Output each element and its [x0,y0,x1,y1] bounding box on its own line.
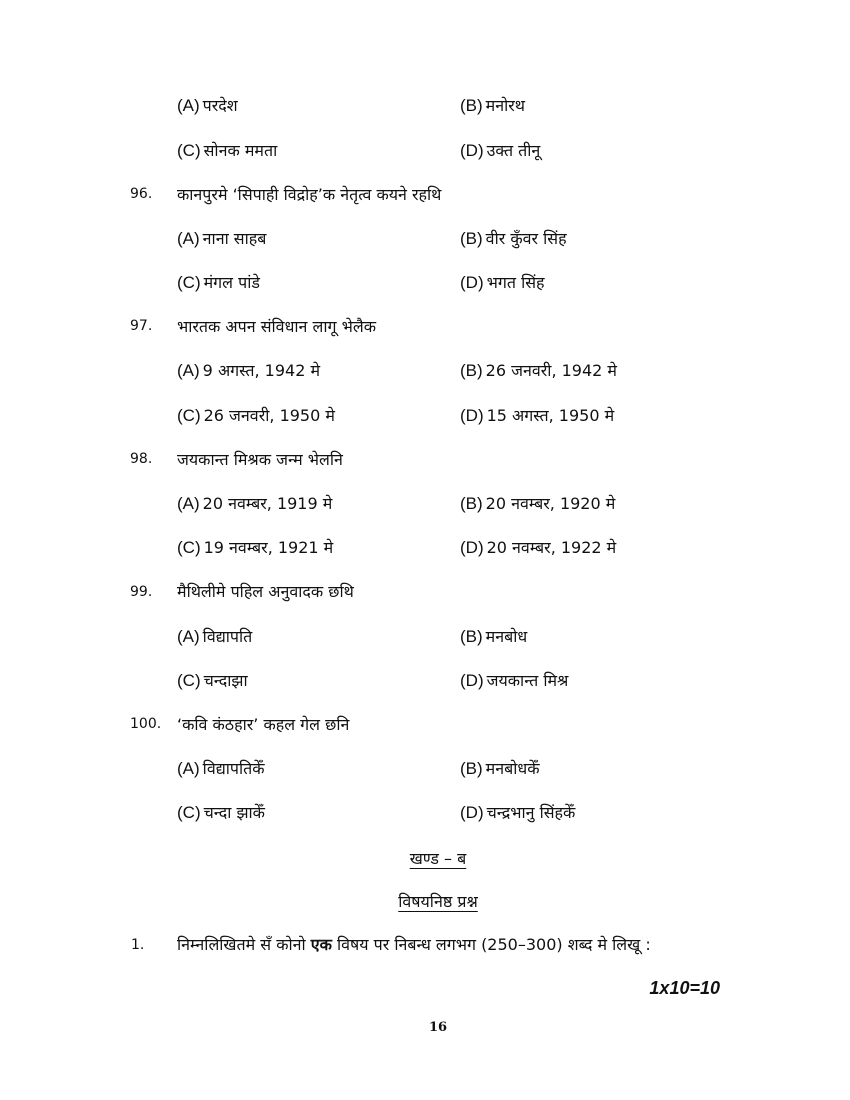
option-text: विद्यापतिकेँ [202,759,265,778]
option-d [460,271,545,293]
option-text: 20 नवम्बर, 1919 मे [202,494,333,513]
option-letter: (B) [460,759,483,778]
option-d [460,801,575,823]
option-text: मंगल पांडे [203,273,260,292]
option-text: 9 अगस्त, 1942 मे [202,361,321,380]
option-letter: (A) [177,361,200,380]
option-c [177,669,248,691]
marks: 1x10=10 [649,978,720,998]
option-a [177,492,332,514]
option-text: उक्त तीनू [486,141,541,160]
option-d [460,404,614,426]
page-number: 16 [428,1020,448,1035]
option-letter: (C) [177,671,201,690]
question-number: 98. [130,451,153,467]
option-d [460,669,568,691]
option-text: सोनक ममता [203,141,278,160]
option-a [177,227,266,249]
option-letter: (A) [177,96,200,115]
section-subtitle: विषयनिष्ठ प्रश्न [398,892,478,911]
option-b [460,492,615,514]
question-text: भारतक अपन संविधान लागू भेलैक [177,317,376,336]
option-b [460,227,567,249]
option-letter: (D) [460,671,484,690]
option-text: 26 जनवरी, 1950 मे [203,406,335,425]
option-letter: (C) [177,803,201,822]
option-text: भगत सिंह [486,273,545,292]
option-letter: (A) [177,627,200,646]
question-text: कानपुरमे ‘सिपाही विद्रोह’क नेतृत्व कयने रहथि [177,185,442,204]
option-letter: (C) [177,141,201,160]
option-text: नाना साहब [202,229,267,248]
option-text: परदेश [202,96,238,115]
question-text-part: विषय पर निबन्ध लगभग (250–300) शब्द मे लिखू : [331,935,651,954]
option-text: जयकान्त मिश्र [486,671,569,690]
option-b [460,625,527,647]
option-letter: (D) [460,273,484,292]
option-a [177,359,320,381]
question-text-emphasis: एक [310,935,332,954]
question-number: 97. [130,318,153,334]
question-text: मैथिलीमे पहिल अनुवादक छथि [177,582,354,601]
option-letter: (B) [460,361,483,380]
option-d [460,536,616,558]
option-text: मनबोध [485,627,528,646]
question-text: ‘कवि कंठहार’ कहल गेल छनि [177,715,350,734]
option-c [177,139,277,161]
option-letter: (A) [177,229,200,248]
option-text: चन्दा झाकेँ [203,803,265,822]
option-a [177,757,265,779]
option-b [460,359,617,381]
option-text: 19 नवम्बर, 1921 मे [203,538,334,557]
option-letter: (D) [460,538,484,557]
option-letter: (B) [460,229,483,248]
option-text: वीर कुँवर सिंह [485,229,567,248]
option-text: मनबोधकेँ [485,759,540,778]
option-text: 20 नवम्बर, 1922 मे [486,538,617,557]
option-letter: (A) [177,494,200,513]
option-c [177,536,333,558]
option-text: 15 अगस्त, 1950 मे [486,406,615,425]
option-letter: (D) [460,141,484,160]
option-a [177,625,252,647]
section-title: खण्ड – ब [409,849,467,868]
option-c [177,271,260,293]
question-text [177,933,651,955]
option-letter: (C) [177,538,201,557]
option-text: चन्दाझा [203,671,248,690]
option-letter: (B) [460,627,483,646]
option-b [460,757,540,779]
question-number: 99. [130,584,153,600]
option-d [460,139,540,161]
option-text: चन्द्रभानु सिंहकेँ [486,803,576,822]
option-letter: (D) [460,803,484,822]
option-c [177,801,265,823]
question-number: 96. [130,186,153,202]
option-letter: (D) [460,406,484,425]
option-letter: (C) [177,406,201,425]
option-text: मनोरथ [485,96,526,115]
question-number: 100. [130,716,162,732]
question-number: 1. [131,937,145,953]
option-letter: (A) [177,759,200,778]
option-b [460,94,525,116]
option-text: 20 नवम्बर, 1920 मे [485,494,616,513]
option-a [177,94,238,116]
option-letter: (C) [177,273,201,292]
option-letter: (B) [460,494,483,513]
option-text: 26 जनवरी, 1942 मे [485,361,617,380]
question-text-part: निम्नलिखितमे सँ कोनो [177,935,311,954]
question-text: जयकान्त मिश्रक जन्म भेलनि [177,450,343,469]
option-c [177,404,335,426]
option-letter: (B) [460,96,483,115]
option-text: विद्यापति [202,627,253,646]
